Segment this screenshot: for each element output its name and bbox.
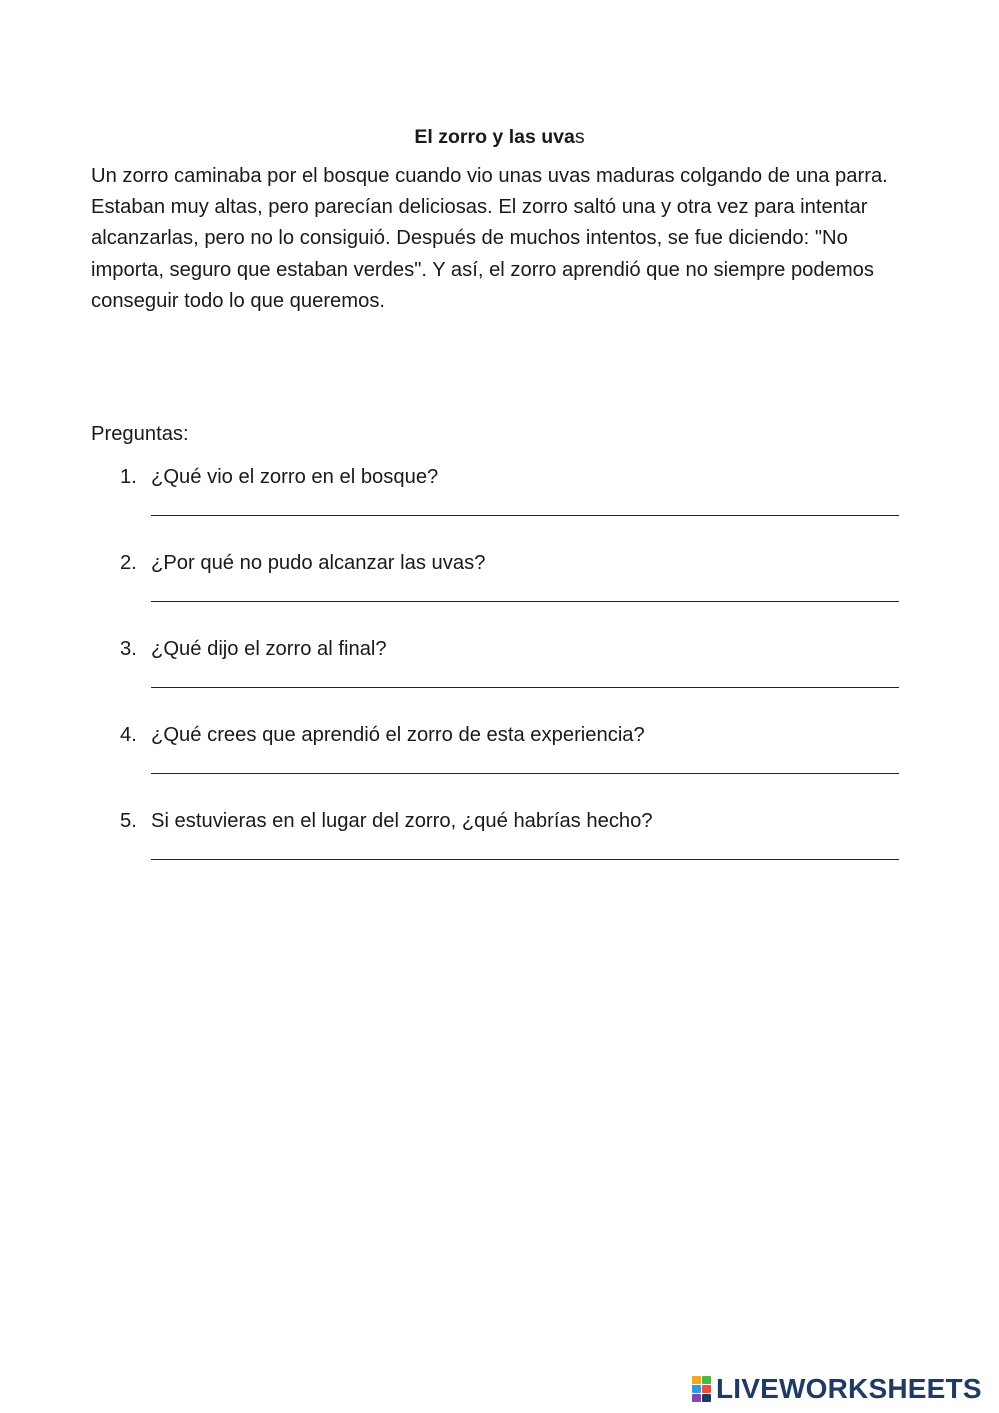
answer-underline (151, 601, 899, 602)
question-4 (0, 721, 999, 807)
answer-input-1[interactable] (151, 487, 903, 517)
question-text: Si estuvieras en el lugar del zorro, ¿qué habrías hecho? (151, 810, 653, 832)
question-2 (0, 549, 999, 635)
logo-square-red (702, 1385, 711, 1393)
answer-input-2[interactable] (151, 573, 903, 603)
logo-square-blue (692, 1385, 701, 1393)
question-number: 2. (120, 552, 137, 574)
question-text: ¿Qué crees que aprendió el zorro de esta experiencia? (151, 724, 645, 746)
question-number: 4. (120, 724, 137, 746)
question-number: 1. (120, 466, 137, 488)
answer-input-4[interactable] (151, 745, 903, 775)
logo-square-orange (692, 1376, 701, 1384)
answer-input-3[interactable] (151, 659, 903, 689)
story-paragraph: Un zorro caminaba por el bosque cuando vio unas uvas maduras colgando de una parra. Estaban muy altas, pero parecían deliciosas. El zorro saltó una y otra vez para intentar alcanzarlas, pero no lo consiguió. Después de muchos intentos, se fue diciendo: "No importa, seguro que estaban verdes". Y así, el zorro aprendió que no siempre podemos conseguir todo lo que queremos. (91, 165, 888, 312)
logo-square-purple (692, 1394, 701, 1402)
answer-underline (151, 859, 899, 860)
logo-square-green (702, 1376, 711, 1384)
question-number: 3. (120, 638, 137, 660)
answer-underline (151, 687, 899, 688)
question-5 (0, 807, 999, 893)
liveworksheets-logo-icon (692, 1376, 712, 1402)
question-3 (0, 635, 999, 721)
title-normal-part: s (574, 126, 585, 148)
logo-square-navy (702, 1394, 711, 1402)
questions-label: Preguntas: (91, 423, 189, 445)
title-bold-part: El zorro y las uva (414, 126, 575, 148)
question-text: ¿Por qué no pudo alcanzar las uvas? (151, 552, 486, 574)
question-text: ¿Qué vio el zorro en el bosque? (151, 466, 439, 488)
question-number: 5. (120, 810, 137, 832)
question-text: ¿Qué dijo el zorro al final? (151, 638, 387, 660)
logo-text: LIVEWORKSHEETS (716, 1373, 982, 1404)
worksheet-title (0, 124, 999, 150)
answer-input-5[interactable] (151, 831, 903, 861)
answer-underline (151, 773, 899, 774)
question-1 (0, 463, 999, 549)
answer-underline (151, 515, 899, 516)
liveworksheets-logo[interactable] (692, 1374, 982, 1404)
